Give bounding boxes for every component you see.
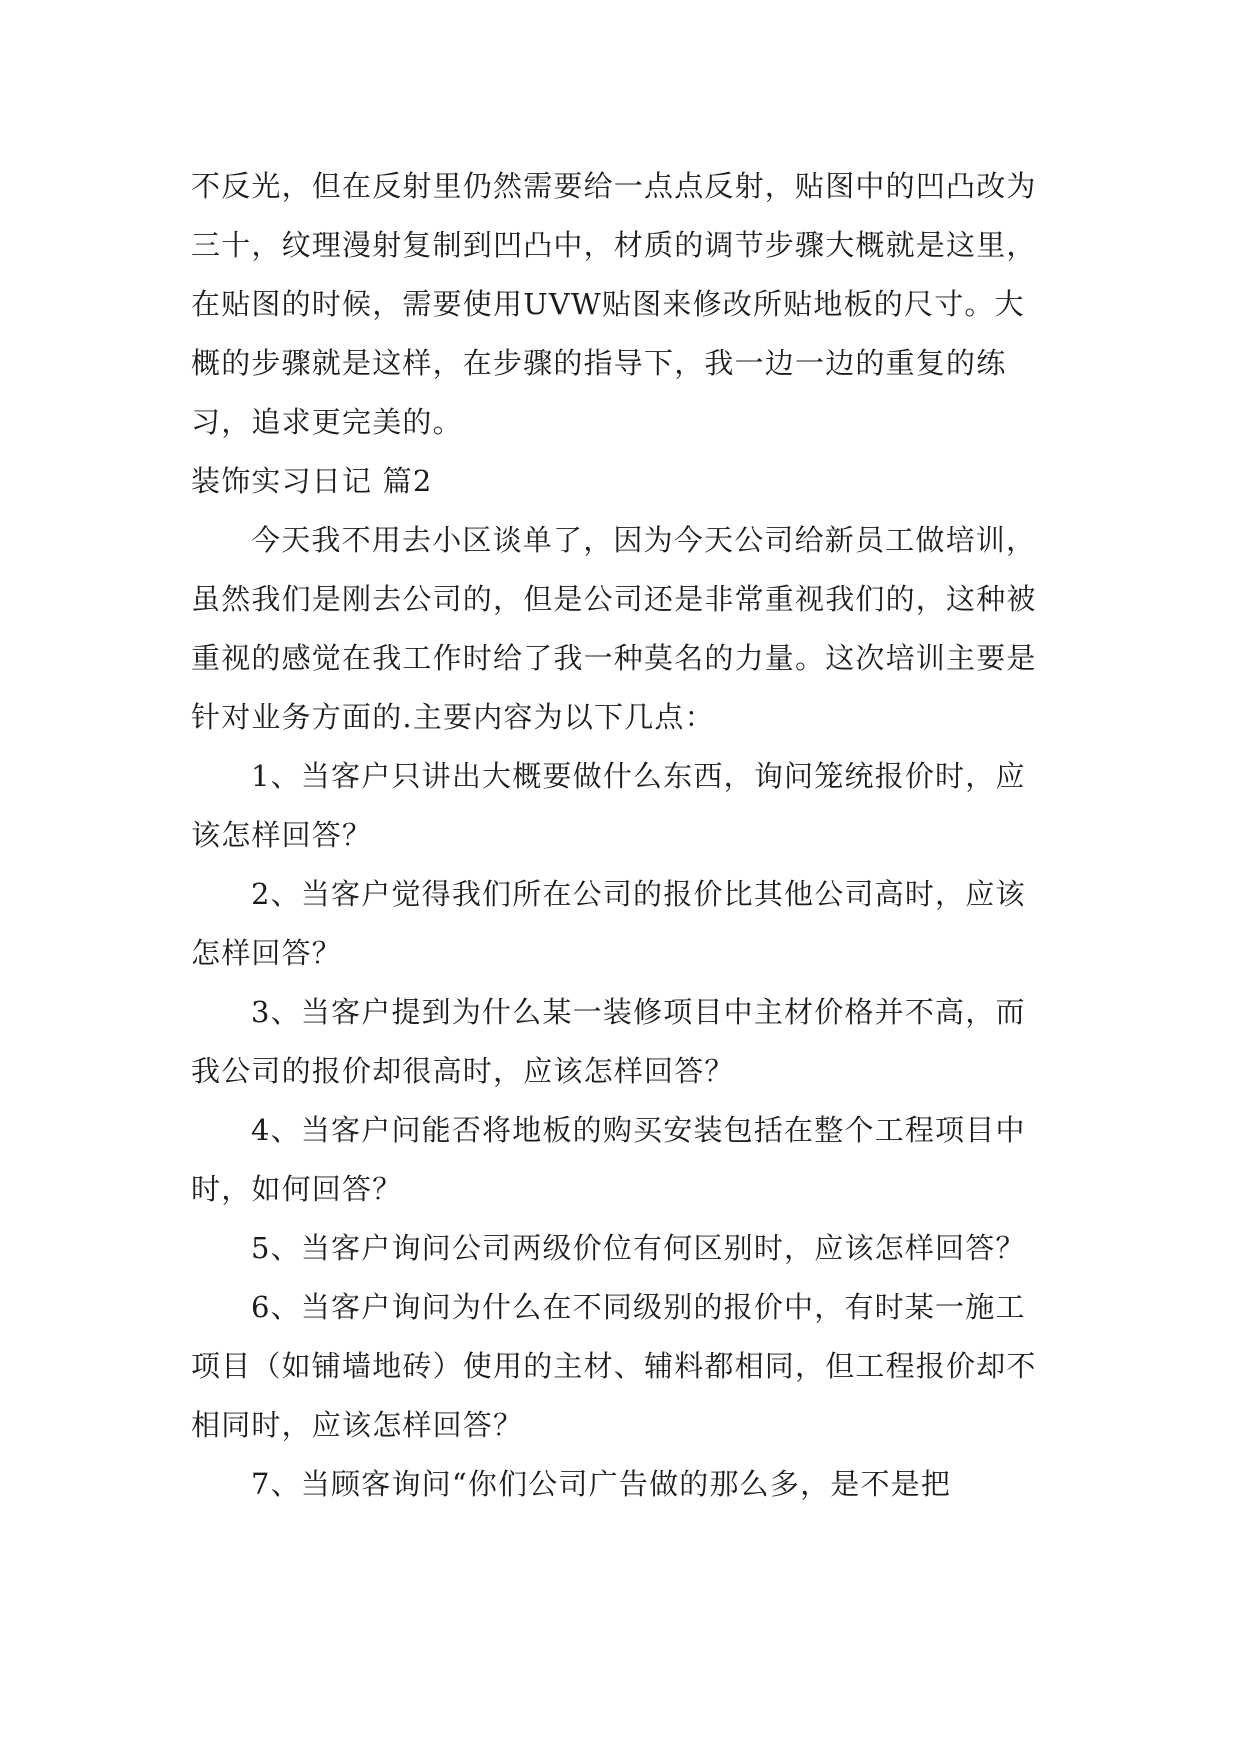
list-item: 4、当客户问能否将地板的购买安装包括在整个工程项目中时，如何回答？ bbox=[191, 1113, 1026, 1206]
list-item: 3、当客户提到为什么某一装修项目中主材价格并不高，而我公司的报价却很高时，应该怎样回答？ bbox=[191, 995, 1026, 1088]
list-item: 2、当客户觉得我们所在公司的报价比其他公司高时，应该怎样回答？ bbox=[191, 877, 1026, 970]
intro-paragraph: 不反光，但在反射里仍然需要给一点点反射，贴图中的凹凸改为三十，纹理漫射复制到凹凸中，材质的调节步骤大概就是这里，在贴图的时候，需要使用UVW贴图来修改所贴地板的尺寸。大概的步骤就是这样，在步骤的指导下，我一边一边的重复的练习，追求更完美的。 bbox=[191, 169, 1037, 439]
list-item: 6、当客户询问为什么在不同级别的报价中，有时某一施工项目（如铺墙地砖）使用的主材、辅料都相同，但工程报价却不相同时，应该怎样回答？ bbox=[191, 1290, 1037, 1442]
document-body bbox=[191, 157, 1051, 1514]
list-item: 5、当客户询问公司两级价位有何区别时，应该怎样回答？ bbox=[251, 1231, 1026, 1265]
list-item: 7、当顾客询问“你们公司广告做的那么多，是不是把 bbox=[251, 1467, 952, 1501]
list-item: 1、当客户只讲出大概要做什么东西，询问笼统报价时，应该怎样回答？ bbox=[191, 759, 1026, 852]
section-heading: 装饰实习日记 篇2 bbox=[191, 464, 433, 498]
section-intro-paragraph: 今天我不用去小区谈单了，因为今天公司给新员工做培训，虽然我们是刚去公司的，但是公司还是非常重视我们的，这种被重视的感觉在我工作时给了我一种莫名的力量。这次培训主要是针对业务方面的.主要内容为以下几点： bbox=[191, 523, 1037, 734]
